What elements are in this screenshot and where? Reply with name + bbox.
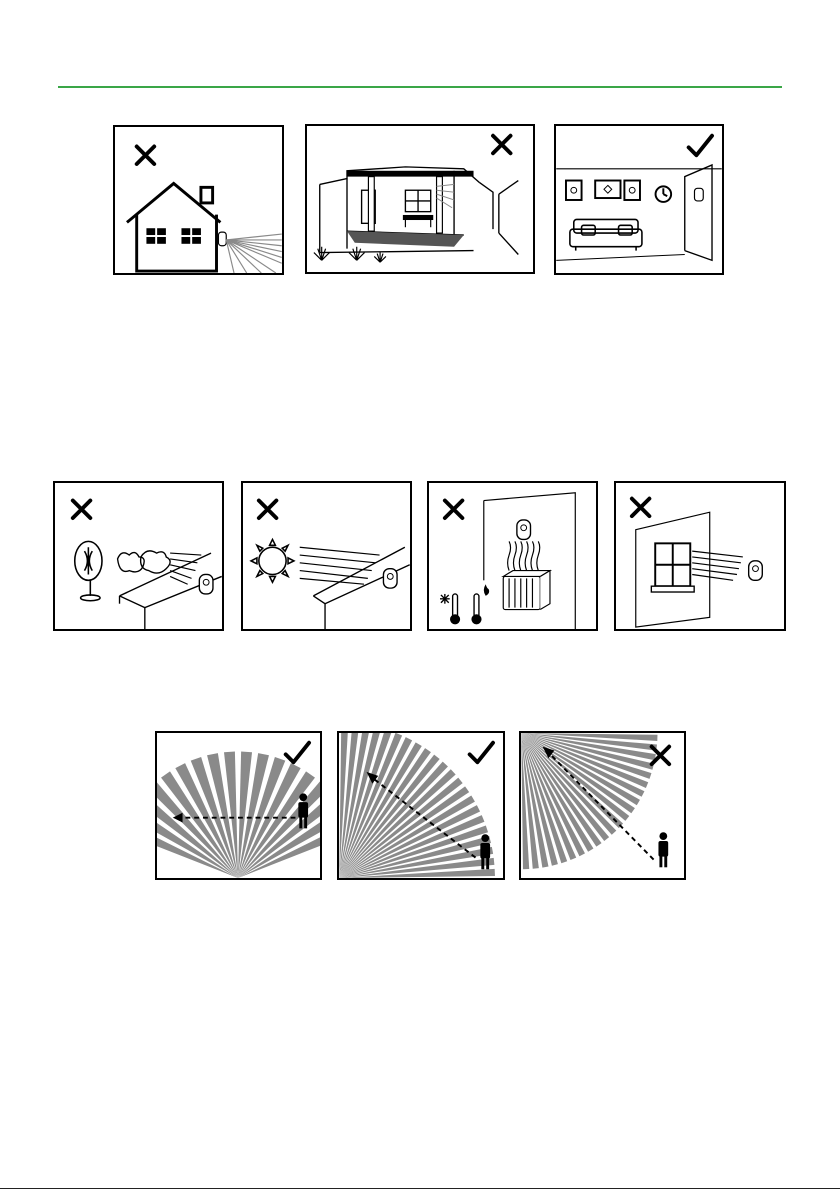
house-icon <box>127 183 220 271</box>
radiator-icon <box>503 571 550 610</box>
cross-icon <box>445 501 463 519</box>
panel-patio <box>305 124 535 274</box>
beams-across-illustration <box>157 733 320 878</box>
panel-outdoor-house <box>113 125 284 275</box>
beams-toward-illustration <box>521 733 684 878</box>
cross-icon <box>137 146 155 164</box>
sofa-icon <box>570 219 642 250</box>
airflow-clouds <box>118 551 171 573</box>
sensor-beam <box>157 822 238 878</box>
check-icon <box>286 743 309 762</box>
panel-window <box>614 481 786 631</box>
living-room-illustration <box>556 126 722 273</box>
beams-diagonal-illustration <box>339 733 503 878</box>
panel-heat-source <box>427 481 598 631</box>
snowflake-icon <box>440 594 450 604</box>
fan-illustration <box>55 483 222 629</box>
sun-icon <box>251 539 294 582</box>
header-rule <box>58 86 782 88</box>
clock-icon <box>656 186 672 202</box>
panel-beams-toward <box>519 731 686 880</box>
patio-furniture <box>403 216 432 228</box>
window-illustration <box>616 483 784 629</box>
check-icon <box>689 136 712 155</box>
pir-sensor-icon <box>218 232 226 246</box>
footer-rule <box>0 1188 840 1189</box>
sensor-beam-fan <box>521 733 657 869</box>
cross-icon <box>632 499 650 517</box>
pir-sensor-icon <box>199 574 213 593</box>
pir-sensor-icon <box>383 569 397 588</box>
patio-illustration <box>307 126 533 272</box>
sensor-beams <box>226 234 281 273</box>
heat-arrows <box>508 541 540 570</box>
cross-icon <box>259 501 277 519</box>
pir-sensor-icon <box>749 561 763 580</box>
panel-living-room <box>554 124 724 275</box>
sun-illustration <box>243 483 410 629</box>
flame-icon <box>484 584 489 596</box>
panel-beams-across <box>155 731 322 880</box>
cross-icon <box>493 136 511 154</box>
house-illustration <box>115 127 282 273</box>
panel-sunlight <box>241 481 412 631</box>
thermometer-icon <box>451 594 481 624</box>
radiator-illustration <box>429 483 596 629</box>
panel-beams-diagonal <box>337 731 505 880</box>
panel-fan-airflow <box>53 481 224 631</box>
plant-icons <box>314 247 386 263</box>
check-icon <box>470 743 493 762</box>
fan-icon <box>75 541 102 600</box>
pir-sensor-icon <box>517 520 531 539</box>
pir-sensor-icon <box>694 188 703 201</box>
door <box>685 165 712 260</box>
window-icon <box>655 543 690 586</box>
person-icon <box>658 832 668 867</box>
cross-icon <box>73 501 91 519</box>
